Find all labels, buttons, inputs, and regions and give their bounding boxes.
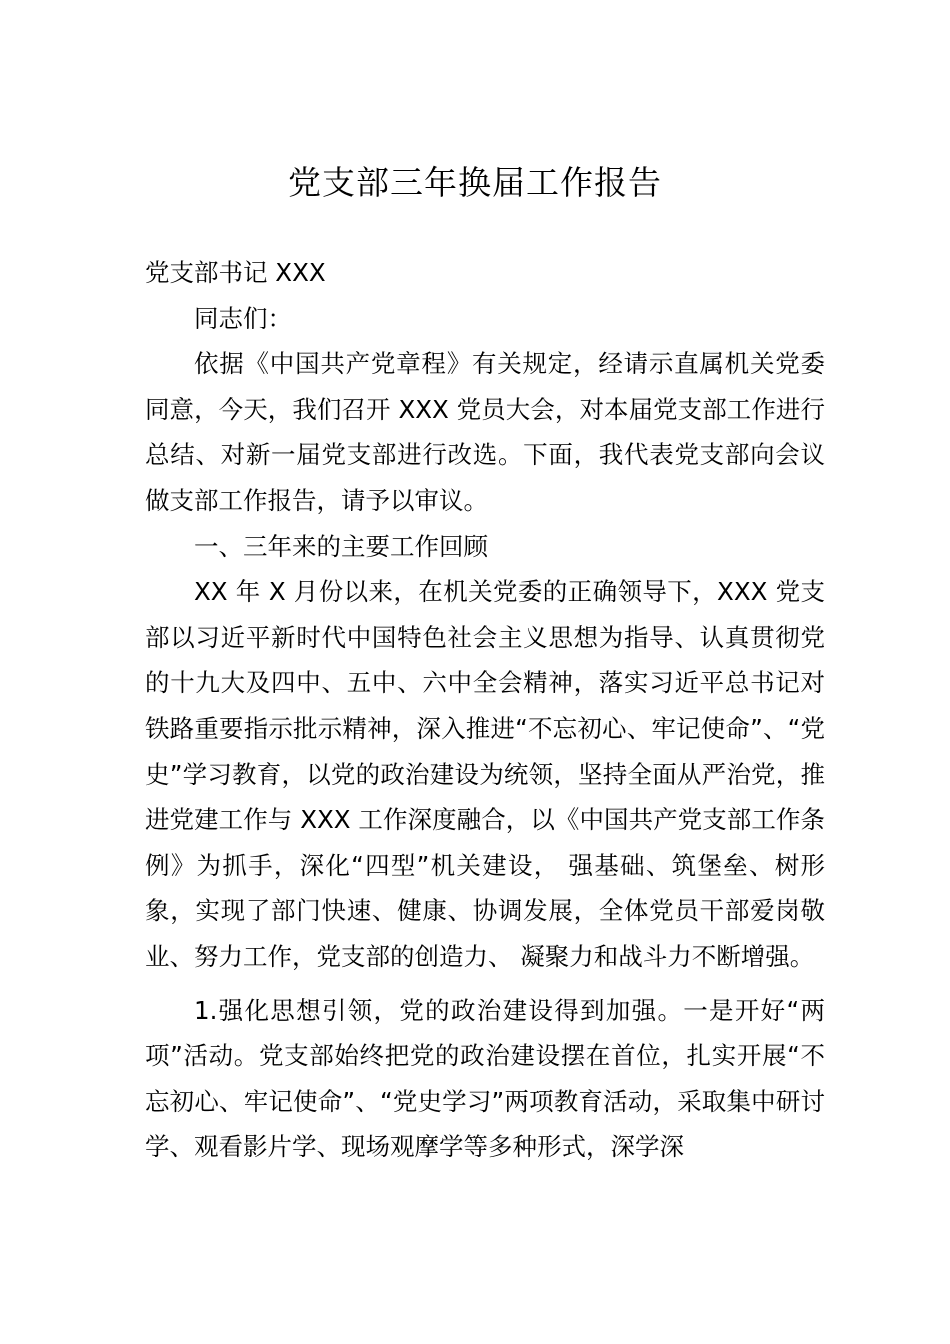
document-body (145, 250, 825, 1170)
salutation: 同志们： (194, 303, 292, 333)
author-line: 党支部书记 XXX (145, 258, 326, 287)
document-title: 党支部三年换届工作报告 (288, 163, 662, 202)
section-heading: 一、三年来的主要工作回顾 (194, 531, 488, 561)
paragraph-intro: 依据《中国共产党章程》有关规定，经请示直属机关党委同意，今天，我们召开 XXX 党员大会，对本届党支部工作进行总结、对新一届党支部进行改选。下面，我代表党支部向会议做支部工作报告，请予以审议。 (145, 349, 825, 515)
paragraph-point-1: 1.强化思想引领，党的政治建设得到加强。一是开好“两项”活动。党支部始终把党的政治建设摆在首位，扎实开展“不忘初心、牢记使命”、“党史学习”两项教育活动，采取集中研讨学、观看影片学、现场观摩学等多种形式，深学深 (145, 995, 825, 1162)
paragraph-review: XX 年 X 月份以来，在机关党委的正确领导下，XXX 党支部以习近平新时代中国特色社会主义思想为指导、认真贯彻党的十九大及四中、五中、六中全会精神，落实习近平总书记对铁路重要指示批示精神，深入推进“不忘初心、牢记使命”、“党史”学习教育，以党的政治建设为统领，坚持全面从严治党，推进党建工作与 XXX 工作深度融合，以《中国共产党支部工作条例》为抓手，深化“四型”机关建设， 强基础、筑堡垒、树形象，实现了部门快速、健康、协调发展，全体党员干部爱岗敬业、努力工作，党支部的创造力、 凝聚力和战斗力不断增强。 (145, 577, 825, 971)
